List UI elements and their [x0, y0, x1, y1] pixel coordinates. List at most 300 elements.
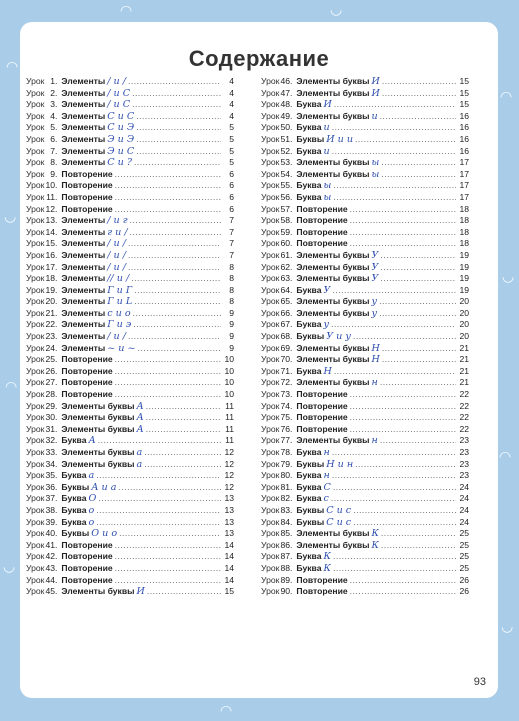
lesson-label: Урок	[26, 389, 45, 400]
lesson-title: Элементы	[61, 284, 106, 295]
lesson-label: Урок	[26, 215, 45, 226]
lesson-label: Урок	[26, 203, 45, 214]
contents-entry	[26, 122, 234, 134]
contents-entry	[261, 180, 469, 192]
lesson-page: 21	[459, 354, 469, 365]
contents-entry	[26, 343, 234, 355]
dot-leader	[134, 157, 221, 169]
lesson-number: 1.	[50, 76, 58, 86]
lesson-title: Элементы буквы	[296, 377, 370, 388]
lesson-title: Элементы	[61, 226, 106, 237]
lesson-number: 52.	[280, 145, 293, 156]
lesson-page: 8	[229, 261, 234, 272]
contents-entry	[26, 528, 234, 540]
dot-leader	[115, 563, 221, 575]
contents-entry	[26, 308, 234, 320]
lesson-label: Урок	[26, 493, 45, 504]
dot-leader	[131, 273, 221, 285]
lesson-page: 4	[229, 110, 234, 121]
contents-entry	[26, 575, 234, 587]
handwritten-letter: У	[371, 249, 379, 261]
contents-entry	[26, 76, 234, 88]
lesson-number: 10.	[45, 180, 58, 191]
lesson-label: Урок	[261, 307, 280, 318]
lesson-title: Повторение	[61, 562, 113, 573]
lesson-number: 14.	[45, 226, 58, 237]
lesson-number: 69.	[280, 342, 293, 353]
dot-leader	[350, 401, 456, 413]
dot-leader	[381, 169, 456, 181]
dot-leader	[350, 389, 456, 401]
handwritten-letter: с и о	[107, 307, 131, 319]
lesson-title: Буквы	[296, 504, 325, 515]
lesson-title: Элементы	[61, 249, 106, 260]
contents-entry	[261, 111, 469, 123]
lesson-number: 13.	[45, 215, 58, 226]
dot-leader	[128, 76, 221, 88]
contents-column-left	[26, 76, 234, 598]
handwritten-letter: / и г	[107, 215, 128, 227]
handwritten-letter: К	[371, 539, 379, 551]
lesson-page: 20	[459, 331, 469, 342]
lesson-label: Урок	[261, 133, 280, 144]
dot-leader	[382, 88, 456, 100]
lesson-title: Повторение	[61, 168, 113, 179]
contents-entry	[26, 262, 234, 274]
lesson-label: Урок	[26, 539, 45, 550]
lesson-title: Повторение	[296, 423, 348, 434]
lesson-label: Урок	[261, 389, 280, 400]
dot-leader	[355, 134, 456, 146]
contents-entry	[261, 459, 469, 471]
contents-entry	[26, 331, 234, 343]
dot-leader	[136, 122, 221, 134]
dot-leader	[96, 517, 221, 529]
lesson-label: Урок	[261, 493, 280, 504]
handwritten-letter: К	[323, 562, 331, 574]
lesson-title: Элементы буквы	[296, 354, 370, 365]
lesson-page: 12	[224, 458, 234, 469]
handwritten-letter: И	[371, 87, 380, 99]
background-swirl-icon: ◠	[220, 703, 233, 719]
lesson-number: 54.	[280, 168, 293, 179]
lesson-title: Буква	[296, 447, 322, 457]
dot-leader	[115, 180, 221, 192]
dot-leader	[115, 204, 221, 216]
contents-entry	[261, 169, 469, 181]
lesson-title: Элементы буквы	[296, 307, 370, 318]
handwritten-letter: А	[136, 412, 144, 424]
lesson-number: 32.	[45, 435, 58, 446]
lesson-page: 9	[229, 307, 234, 318]
lesson-page: 16	[459, 122, 469, 133]
contents-entry	[26, 204, 234, 216]
lesson-number: 3.	[50, 99, 58, 110]
lesson-page: 7	[229, 215, 234, 226]
lesson-title: Элементы	[61, 122, 106, 133]
contents-entry	[26, 169, 234, 181]
lesson-title: Элементы буквы	[296, 110, 370, 121]
lesson-number: 11.	[46, 191, 58, 202]
lesson-label: Урок	[26, 307, 45, 318]
contents-entry	[261, 470, 469, 482]
contents-entry	[26, 517, 234, 529]
dot-leader	[144, 447, 221, 459]
lesson-label: Урок	[26, 261, 45, 272]
lesson-title: Элементы	[61, 87, 106, 98]
lesson-page: 22	[459, 389, 469, 400]
lesson-page: 14	[224, 574, 234, 585]
dot-leader	[332, 447, 456, 459]
lesson-label: Урок	[26, 226, 45, 237]
handwritten-letter: С и ?	[107, 157, 132, 169]
lesson-label: Урок	[26, 400, 45, 411]
contents-entry	[26, 238, 234, 250]
contents-entry	[261, 331, 469, 343]
lesson-title: Элементы	[61, 215, 106, 226]
handwritten-letter: С и с	[326, 504, 352, 516]
dot-leader	[380, 250, 456, 262]
lesson-title: Буква	[61, 504, 87, 515]
contents-entry	[26, 354, 234, 366]
lesson-number: 47.	[280, 87, 293, 98]
lesson-title: Повторение	[61, 354, 113, 365]
lesson-label: Урок	[26, 273, 45, 284]
lesson-number: 71.	[280, 365, 293, 376]
lesson-label: Урок	[26, 284, 45, 295]
background-swirl-icon: ◠	[120, 3, 133, 19]
lesson-title: Элементы буквы	[296, 168, 370, 179]
lesson-label: Урок	[261, 539, 280, 550]
lesson-title: Элементы буквы	[296, 539, 370, 550]
lesson-label: Урок	[261, 365, 280, 376]
dot-leader	[133, 319, 221, 331]
handwritten-letter: н	[323, 447, 330, 458]
lesson-number: 44.	[45, 574, 58, 585]
lesson-label: Урок	[26, 458, 45, 469]
dot-leader	[381, 157, 456, 169]
contents-entry	[261, 528, 469, 540]
lesson-title: Буква	[61, 493, 87, 504]
lesson-page: 18	[459, 203, 469, 214]
lesson-title: Элементы	[61, 261, 106, 272]
lesson-number: 25.	[45, 354, 58, 365]
lesson-title: Повторение	[61, 377, 113, 388]
dot-leader	[380, 273, 456, 285]
lesson-page: 5	[229, 157, 234, 168]
contents-entry	[261, 192, 469, 204]
contents-entry	[26, 435, 234, 447]
lesson-number: 23.	[45, 331, 58, 342]
lesson-number: 77.	[280, 435, 293, 446]
lesson-number: 59.	[280, 226, 293, 237]
handwritten-letter: К	[323, 551, 331, 563]
handwritten-letter: и	[371, 110, 378, 122]
lesson-page: 23	[459, 458, 469, 469]
lesson-page: 6	[229, 191, 234, 202]
contents-entry	[261, 563, 469, 575]
lesson-title: Элементы	[61, 319, 106, 330]
lesson-page: 5	[229, 145, 234, 156]
dot-leader	[128, 238, 221, 250]
lesson-page: 11	[225, 400, 234, 411]
dot-leader	[382, 354, 456, 366]
lesson-label: Урок	[261, 238, 280, 249]
lesson-title: Буква	[296, 481, 322, 492]
lesson-number: 31.	[45, 423, 58, 434]
contents-entry	[261, 575, 469, 587]
lesson-title: Элементы буквы	[296, 261, 370, 272]
lesson-label: Урок	[261, 400, 280, 411]
background-swirl-icon: ◠	[5, 379, 18, 395]
lesson-label: Урок	[261, 191, 280, 202]
lesson-title: Элементы буквы	[296, 87, 370, 98]
lesson-title: Буква	[296, 99, 322, 110]
lesson-page: 24	[459, 493, 469, 504]
contents-entry	[261, 134, 469, 146]
contents-entry	[26, 447, 234, 459]
lesson-label: Урок	[26, 76, 45, 86]
dot-leader	[134, 296, 221, 308]
lesson-label: Урок	[261, 354, 280, 365]
dot-leader	[115, 192, 221, 204]
contents-entry	[261, 540, 469, 552]
lesson-number: 87.	[280, 551, 293, 562]
dot-leader	[379, 308, 456, 320]
lesson-number: 56.	[280, 191, 293, 202]
dot-leader	[96, 470, 221, 482]
handwritten-letter: у	[323, 319, 330, 331]
lesson-page: 20	[459, 296, 469, 307]
handwritten-letter: С и С	[107, 110, 135, 122]
lesson-title: Повторение	[296, 215, 348, 226]
lesson-page: 10	[224, 389, 234, 400]
lesson-title: Элементы	[61, 76, 106, 86]
lesson-title: Повторение	[296, 574, 348, 585]
handwritten-letter: ы	[371, 157, 380, 169]
lesson-title: Буква	[61, 516, 87, 527]
handwritten-letter: ы	[323, 191, 332, 203]
lesson-page: 21	[459, 342, 469, 353]
lesson-number: 84.	[280, 516, 293, 527]
lesson-label: Урок	[26, 516, 45, 527]
handwritten-letter: Н	[371, 354, 380, 366]
handwritten-letter: и	[323, 145, 330, 157]
lesson-page: 13	[224, 493, 234, 504]
lesson-number: 6.	[50, 133, 58, 144]
lesson-label: Урок	[261, 203, 280, 214]
lesson-title: Повторение	[61, 180, 113, 191]
lesson-label: Урок	[261, 284, 280, 295]
lesson-title: Элементы	[61, 307, 106, 318]
lesson-page: 21	[459, 377, 469, 388]
lesson-label: Урок	[261, 296, 280, 307]
lesson-page: 23	[459, 447, 469, 457]
dot-leader	[350, 412, 456, 424]
handwritten-letter: А и а	[91, 481, 117, 493]
handwritten-letter: / и /	[107, 76, 126, 87]
lesson-number: 30.	[45, 412, 58, 423]
contents-entry	[26, 459, 234, 471]
lesson-number: 55.	[280, 180, 293, 191]
lesson-page: 23	[459, 470, 469, 481]
handwritten-letter: Г и L	[107, 296, 133, 308]
lesson-label: Урок	[261, 87, 280, 98]
lesson-title: Буквы	[296, 516, 325, 527]
dot-leader	[350, 215, 456, 227]
lesson-page: 16	[459, 110, 469, 121]
lesson-page: 13	[224, 504, 234, 515]
lesson-page: 25	[459, 539, 469, 550]
lesson-label: Урок	[26, 435, 45, 446]
dot-leader	[350, 586, 456, 598]
lesson-number: 67.	[280, 319, 293, 330]
background-swirl-icon: ◡	[4, 209, 17, 225]
contents-entry	[26, 157, 234, 169]
lesson-label: Урок	[261, 562, 280, 573]
lesson-number: 58.	[280, 215, 293, 226]
lesson-label: Урок	[26, 551, 45, 562]
lesson-title: Повторение	[61, 203, 113, 214]
lesson-page: 9	[229, 342, 234, 353]
lesson-number: 45.	[45, 586, 58, 597]
lesson-label: Урок	[26, 504, 45, 515]
handwritten-letter: ~ и ~	[107, 342, 136, 354]
lesson-number: 63.	[280, 273, 293, 284]
background-swirl-icon: ◡	[502, 269, 515, 285]
lesson-page: 8	[229, 284, 234, 295]
handwritten-letter: н	[371, 377, 378, 389]
lesson-title: Элементы буквы	[296, 528, 370, 539]
dot-leader	[136, 111, 221, 123]
contents-entry	[26, 563, 234, 575]
handwritten-letter: // и /	[107, 273, 130, 285]
lesson-label: Урок	[261, 423, 280, 434]
dot-leader	[98, 493, 221, 505]
dot-leader	[333, 563, 456, 575]
lesson-number: 22.	[45, 319, 58, 330]
lesson-number: 88.	[280, 562, 293, 573]
lesson-page: 15	[459, 87, 469, 98]
lesson-label: Урок	[261, 435, 280, 446]
lesson-page: 17	[459, 191, 469, 202]
contents-entry	[26, 296, 234, 308]
dot-leader	[98, 435, 221, 447]
lesson-page: 23	[459, 435, 469, 446]
lesson-number: 41.	[45, 539, 58, 550]
lesson-label: Урок	[261, 412, 280, 423]
contents-entry	[26, 250, 234, 262]
contents-entry	[26, 424, 234, 436]
lesson-page: 11	[225, 435, 234, 446]
contents-entry	[261, 285, 469, 297]
lesson-label: Урок	[261, 157, 280, 168]
background-swirl-icon: ◠	[6, 59, 19, 75]
lesson-title: Повторение	[61, 551, 113, 562]
contents-entry	[26, 482, 234, 494]
lesson-number: 60.	[280, 238, 293, 249]
handwritten-letter: А	[136, 423, 144, 435]
lesson-title: Элементы буквы	[296, 76, 370, 86]
background-swirl-icon: ◡	[3, 559, 16, 575]
lesson-label: Урок	[261, 319, 280, 330]
handwritten-letter: У и у	[326, 331, 351, 343]
contents-entry	[26, 505, 234, 517]
dot-leader	[350, 238, 456, 250]
lesson-page: 18	[459, 226, 469, 237]
dot-leader	[350, 227, 456, 239]
contents-entry	[26, 319, 234, 331]
contents-entry	[26, 134, 234, 146]
lesson-title: Буквы	[61, 528, 90, 539]
contents-entry	[261, 308, 469, 320]
lesson-page: 11	[225, 423, 234, 434]
handwritten-letter: и	[323, 122, 330, 134]
background-swirl-icon: ◠	[499, 449, 512, 465]
lesson-title: Буква	[296, 562, 322, 573]
dot-leader	[379, 296, 456, 308]
contents-entry	[261, 412, 469, 424]
lesson-title: Повторение	[296, 586, 348, 597]
lesson-title: Буквы	[296, 133, 325, 144]
lesson-number: 75.	[280, 412, 293, 423]
contents-entry	[26, 192, 234, 204]
lesson-title: Элементы буквы	[61, 447, 135, 457]
handwritten-letter: И	[323, 99, 332, 111]
lesson-label: Урок	[26, 191, 45, 202]
dot-leader	[115, 575, 221, 587]
lesson-number: 46.	[280, 76, 293, 86]
lesson-number: 49.	[280, 110, 293, 121]
lesson-page: 22	[459, 400, 469, 411]
lesson-number: 89.	[280, 574, 293, 585]
lesson-title: Буква	[296, 551, 322, 562]
lesson-title: Элементы буквы	[296, 342, 370, 353]
handwritten-letter: О	[88, 493, 97, 505]
dot-leader	[353, 517, 456, 529]
dot-leader	[380, 262, 456, 274]
lesson-title: Элементы	[61, 110, 106, 121]
dot-leader	[353, 331, 456, 343]
handwritten-letter: / и /	[107, 238, 126, 250]
lesson-page: 10	[224, 377, 234, 388]
dot-leader	[381, 540, 456, 552]
lesson-title: Буква	[296, 145, 322, 156]
lesson-number: 68.	[280, 331, 293, 342]
lesson-label: Урок	[26, 447, 45, 457]
lesson-number: 24.	[45, 342, 58, 353]
contents-entry	[26, 99, 234, 111]
lesson-title: Повторение	[296, 238, 348, 249]
dot-leader	[333, 192, 456, 204]
lesson-label: Урок	[261, 481, 280, 492]
dot-leader	[382, 76, 456, 88]
dot-leader	[146, 401, 221, 413]
lesson-label: Урок	[26, 145, 45, 156]
lesson-page: 17	[459, 157, 469, 168]
dot-leader	[130, 215, 221, 227]
lesson-label: Урок	[26, 110, 45, 121]
lesson-title: Элементы буквы	[296, 249, 370, 260]
contents-column-right	[261, 76, 469, 598]
lesson-number: 79.	[280, 458, 293, 469]
lesson-title: Элементы	[61, 331, 106, 342]
lesson-title: Буква	[296, 191, 322, 202]
contents-entry	[261, 401, 469, 413]
contents-entry	[261, 493, 469, 505]
lesson-page: 12	[224, 470, 234, 481]
lesson-label: Урок	[261, 447, 280, 457]
